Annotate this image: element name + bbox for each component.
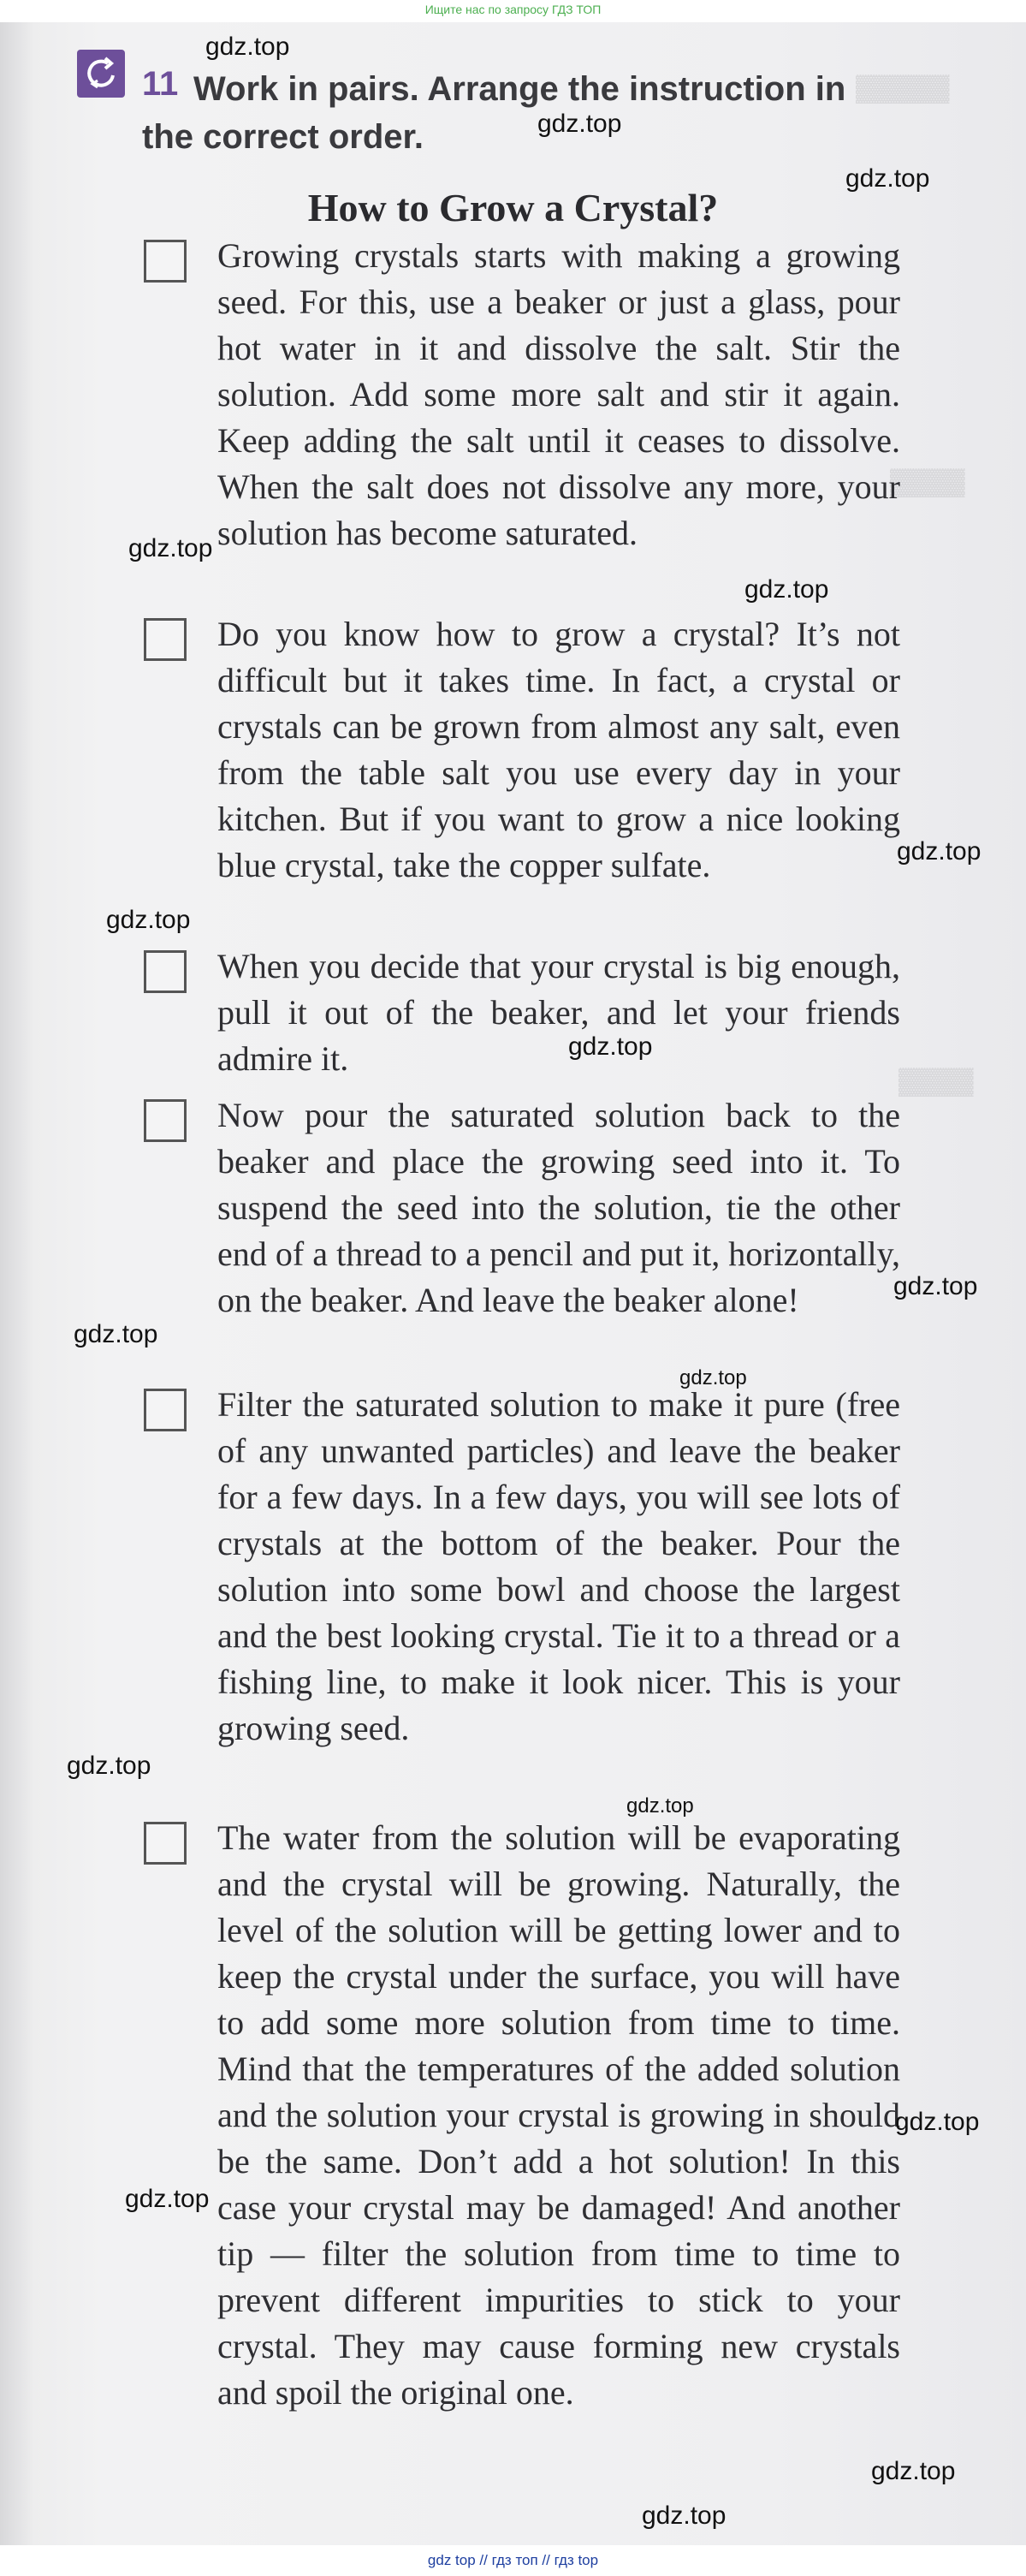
watermark: gdz.top <box>626 1794 694 1817</box>
step-text: Growing crystals starts with making a growing seed. For this, use a beaker or just a glass, pour hot water in it and dissolve the salt. Stir the solution. Add some more salt and stir it again. Keep adding the salt until it ceases to dissolve. When the salt does not dissolve any more, your solution has become saturated. <box>217 236 900 552</box>
bleed-through: ▓▓▓▓ <box>890 467 965 496</box>
bleed-through: ▓▓▓▓ <box>898 1067 974 1095</box>
textbook-page <box>0 22 1026 2545</box>
watermark: gdz.top <box>679 1366 747 1389</box>
watermark: gdz.top <box>893 1272 978 1300</box>
order-checkbox[interactable] <box>144 1099 187 1142</box>
pair-work-icon <box>77 50 125 98</box>
top-banner[interactable]: Ищите нас по запросу ГДЗ ТОП <box>424 3 602 16</box>
step-text: The water from the solution will be evaporating and the crystal will be growing. Naturally, the level of the solution will be getting lower and to keep the crystal under the surface, you will have to add some more solution from time to time. Mind that the temperatures of the added solution and the solution your crystal is growing in should be the same. Don’t add a hot solution! In this case your crystal may be damaged! And another tip — filter the solution from time to time to prevent different impurities to stick to your crystal. They may cause forming new crystals and spoil the original one. <box>217 1818 900 2412</box>
step-text: Filter the saturated solution to make it pure (free of any unwanted particles) and leave the beaker for a few days. In a few days, you will see lots of crystals at the bottom of the beaker. Pour the solution into some bowl and choose the largest and the best looking crystal. Tie it to a thread or a fishing line, to make it look nicer. This is your growing seed. <box>217 1385 900 1747</box>
order-checkbox[interactable] <box>144 1389 187 1431</box>
exercise-instruction: Work in pairs. Arrange the instruction in the correct order. <box>142 70 846 156</box>
bleed-through: ▓▓▓▓▓ <box>856 74 950 102</box>
watermark: gdz.top <box>67 1752 151 1780</box>
order-checkbox[interactable] <box>144 618 187 661</box>
watermark: gdz.top <box>871 2457 956 2485</box>
watermark: gdz.top <box>205 33 290 61</box>
order-checkbox[interactable] <box>144 950 187 993</box>
watermark: gdz.top <box>568 1032 653 1061</box>
order-checkbox[interactable] <box>144 240 187 283</box>
watermark: gdz.top <box>537 110 622 138</box>
bottom-banner[interactable]: gdz top // гдз топ // гдз top <box>427 2552 599 2568</box>
watermark: gdz.top <box>744 575 829 604</box>
watermark: gdz.top <box>845 164 930 193</box>
step-text: Now pour the saturated solution back to the beaker and place the growing seed into it. To suspend the seed into the solution, tie the other end of a thread to a pencil and put it, horizontally, on the beaker. And leave the beaker alone! <box>217 1096 900 1319</box>
text-title: How to Grow a Crystal? <box>307 186 719 229</box>
watermark: gdz.top <box>895 2108 980 2136</box>
watermark: gdz.top <box>642 2502 727 2530</box>
step-text: Do you know how to grow a crystal? It’s not difficult but it takes time. In fact, a crystal or crystals can be grown from almost any salt, even from the table salt you use every day in your kitchen. But if you want to grow a nice looking blue crystal, take the copper sulfate. <box>217 615 900 884</box>
exercise-number: 11 <box>142 65 179 103</box>
watermark: gdz.top <box>106 906 191 934</box>
watermark: gdz.top <box>74 1320 158 1348</box>
watermark: gdz.top <box>128 534 213 562</box>
watermark: gdz.top <box>897 837 982 866</box>
order-checkbox[interactable] <box>144 1822 187 1865</box>
watermark: gdz.top <box>125 2185 210 2213</box>
step-text: When you decide that your crystal is big enough, pull it out of the beaker, and let your friends admire it. <box>217 947 900 1078</box>
